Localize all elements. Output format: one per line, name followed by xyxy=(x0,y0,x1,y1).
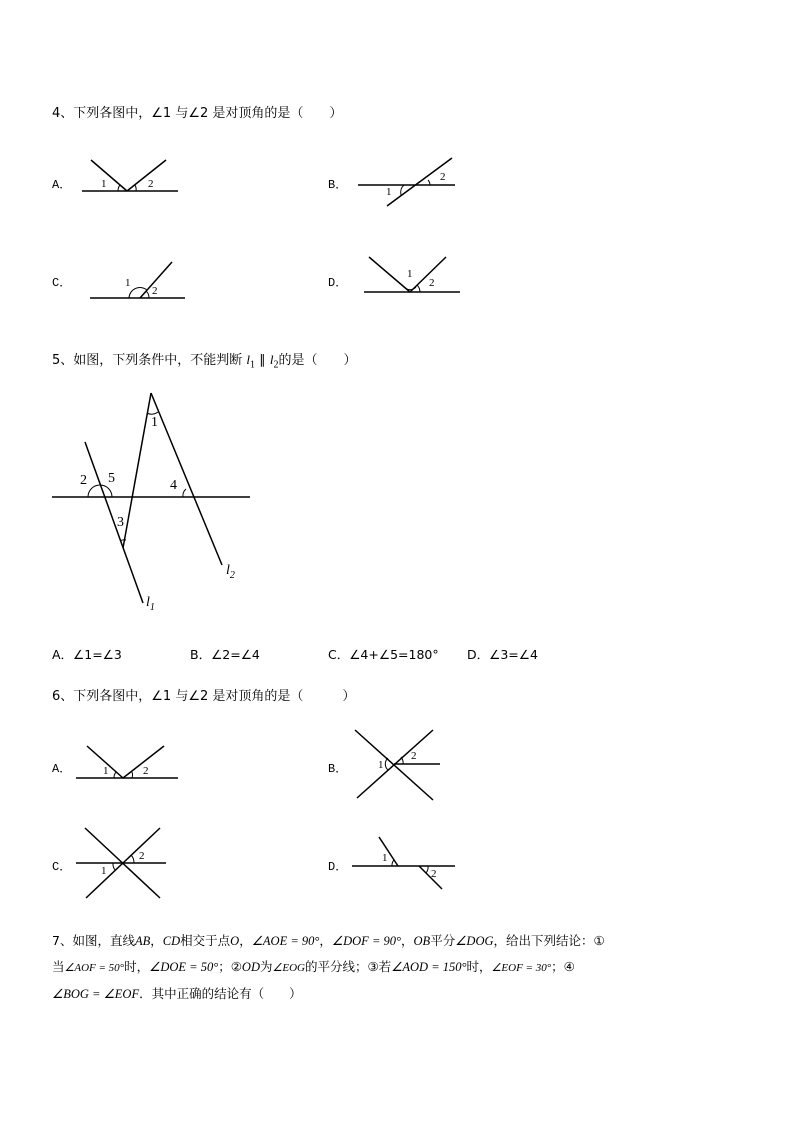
q7-text-4: ， xyxy=(239,933,252,948)
q7-text-12: 为 xyxy=(259,959,273,974)
q7-cond-aod: ∠AOD = 150° xyxy=(391,960,467,974)
q5-l2-sub: 2 xyxy=(273,359,279,371)
q7-text-6: ， xyxy=(401,933,414,948)
q6-figure-b xyxy=(355,730,440,800)
q6-figure-a xyxy=(76,746,178,778)
q6b-angle2-label: 2 xyxy=(411,750,417,762)
q7-text-16: ．其中正确的结论有（ ） xyxy=(139,986,302,1001)
q6c-angle2-label: 2 xyxy=(139,850,145,862)
q6-figure-d xyxy=(352,837,455,889)
q4-option-a-label[interactable]: A． xyxy=(52,178,72,192)
q7-line-cd: CD xyxy=(162,934,181,948)
q7-text-10: 时， xyxy=(124,959,150,974)
q5-parallel-symbol: ∥ xyxy=(259,353,266,368)
q4d-angle2-label: 2 xyxy=(429,277,435,289)
q7-text-15: ；④ xyxy=(551,959,575,974)
q5-answer-a[interactable]: A．∠1=∠3 xyxy=(52,647,122,662)
q5-line-l2-letter: l xyxy=(226,563,230,578)
q4a-angle1-label: 1 xyxy=(101,178,107,190)
q6a-angle1-label: 1 xyxy=(103,765,109,777)
q7-text-9: 当 xyxy=(52,959,65,974)
q4c-angle2-label: 2 xyxy=(152,285,158,297)
q5-line-l2-sub: 2 xyxy=(229,569,235,581)
q4b-angle2-label: 2 xyxy=(440,171,446,183)
q6-option-d-label[interactable]: D． xyxy=(328,860,348,874)
q7-line-ab: AB xyxy=(134,934,151,948)
q6-option-c-label[interactable]: C． xyxy=(52,860,72,874)
q5-l1-sub: 1 xyxy=(250,359,256,371)
q4-option-c-label[interactable]: C． xyxy=(52,276,72,290)
q6-option-b-label[interactable]: B． xyxy=(328,762,348,776)
q5-angle3-label: 3 xyxy=(117,515,124,530)
q5-angle4-label: 4 xyxy=(170,478,177,493)
q7-ray-ob: OB xyxy=(413,934,431,948)
q7-cond-aoe: ∠AOE = 90° xyxy=(251,934,320,948)
q4b-angle1-label: 1 xyxy=(386,186,392,198)
q5-stem-suffix: 的是（ ） xyxy=(278,353,357,368)
q7-text-14: 时， xyxy=(466,959,492,974)
q5-stem-prefix: 5、如图，下列条件中，不能判断 xyxy=(52,353,243,368)
q5-l1: l xyxy=(246,352,251,367)
q5-angle1-label: 1 xyxy=(151,415,158,430)
q5-angle2-label: 2 xyxy=(80,473,87,488)
q7-angle-dog: ∠DOG xyxy=(455,934,494,948)
q5-answer-d[interactable]: D．∠3=∠4 xyxy=(467,647,538,662)
q4a-angle2-label: 2 xyxy=(148,178,154,190)
q5-line-l1-letter: l xyxy=(146,595,150,610)
q4-option-b-label[interactable]: B． xyxy=(328,178,348,192)
q7-stem xyxy=(52,928,742,1007)
q7-angle-eog: ∠EOG xyxy=(272,962,305,974)
q7-text-2: ， xyxy=(150,933,163,948)
q6d-angle2-label: 2 xyxy=(431,868,437,880)
q7-ray-od: OD xyxy=(241,960,260,974)
q4c-angle1-label: 1 xyxy=(125,277,131,289)
q5-answer-c[interactable]: C．∠4+∠5=180° xyxy=(328,647,439,662)
q7-text-1: 7、如图，直线 xyxy=(52,933,135,948)
q5-answer-b[interactable]: B．∠2=∠4 xyxy=(190,647,260,662)
q6d-angle1-label: 1 xyxy=(382,852,388,864)
q6b-angle1-label: 1 xyxy=(378,759,384,771)
q6-stem: 6、下列各图中，∠1 与∠2 是对顶角的是（ ） xyxy=(52,689,356,704)
q5-line-l1-sub: 1 xyxy=(149,601,155,613)
q6-figure-c xyxy=(76,828,166,898)
q7-cond-eof: ∠EOF = 30° xyxy=(491,962,552,974)
q5-angle5-label: 5 xyxy=(108,471,115,486)
q7-cond-doe: ∠DOE = 50° xyxy=(149,960,219,974)
q7-text-11: ；② xyxy=(218,959,242,974)
q5-stem xyxy=(52,349,356,371)
q4-figure-a xyxy=(82,160,178,191)
q7-text-13: 的平分线；③若 xyxy=(304,959,392,974)
q7-text-3: 相交于点 xyxy=(180,933,231,948)
q6c-angle1-label: 1 xyxy=(101,865,107,877)
q6a-angle2-label: 2 xyxy=(143,765,149,777)
q7-text-5: ， xyxy=(319,933,332,948)
q4-stem: 4、下列各图中，∠1 与∠2 是对顶角的是（ ） xyxy=(52,106,343,121)
q5-line-l1-label xyxy=(146,595,155,613)
q7-cond-aof: ∠AOF = 50° xyxy=(64,962,125,974)
q7-cond-dof: ∠DOF = 90° xyxy=(331,934,402,948)
q5-l2: l xyxy=(269,352,274,367)
q6-option-a-label[interactable]: A． xyxy=(52,762,72,776)
q4-figure-c xyxy=(90,262,185,298)
q7-cond-bog-eof: ∠BOG = ∠EOF xyxy=(52,987,140,1001)
q4-option-d-label[interactable]: D． xyxy=(328,276,348,290)
q7-point-o: O xyxy=(230,934,240,948)
q4d-angle1-label: 1 xyxy=(407,268,413,280)
q7-text-8: ，给出下列结论：① xyxy=(493,933,605,948)
q7-text-7: 平分 xyxy=(430,933,456,948)
q5-line-l2-label xyxy=(226,563,235,581)
